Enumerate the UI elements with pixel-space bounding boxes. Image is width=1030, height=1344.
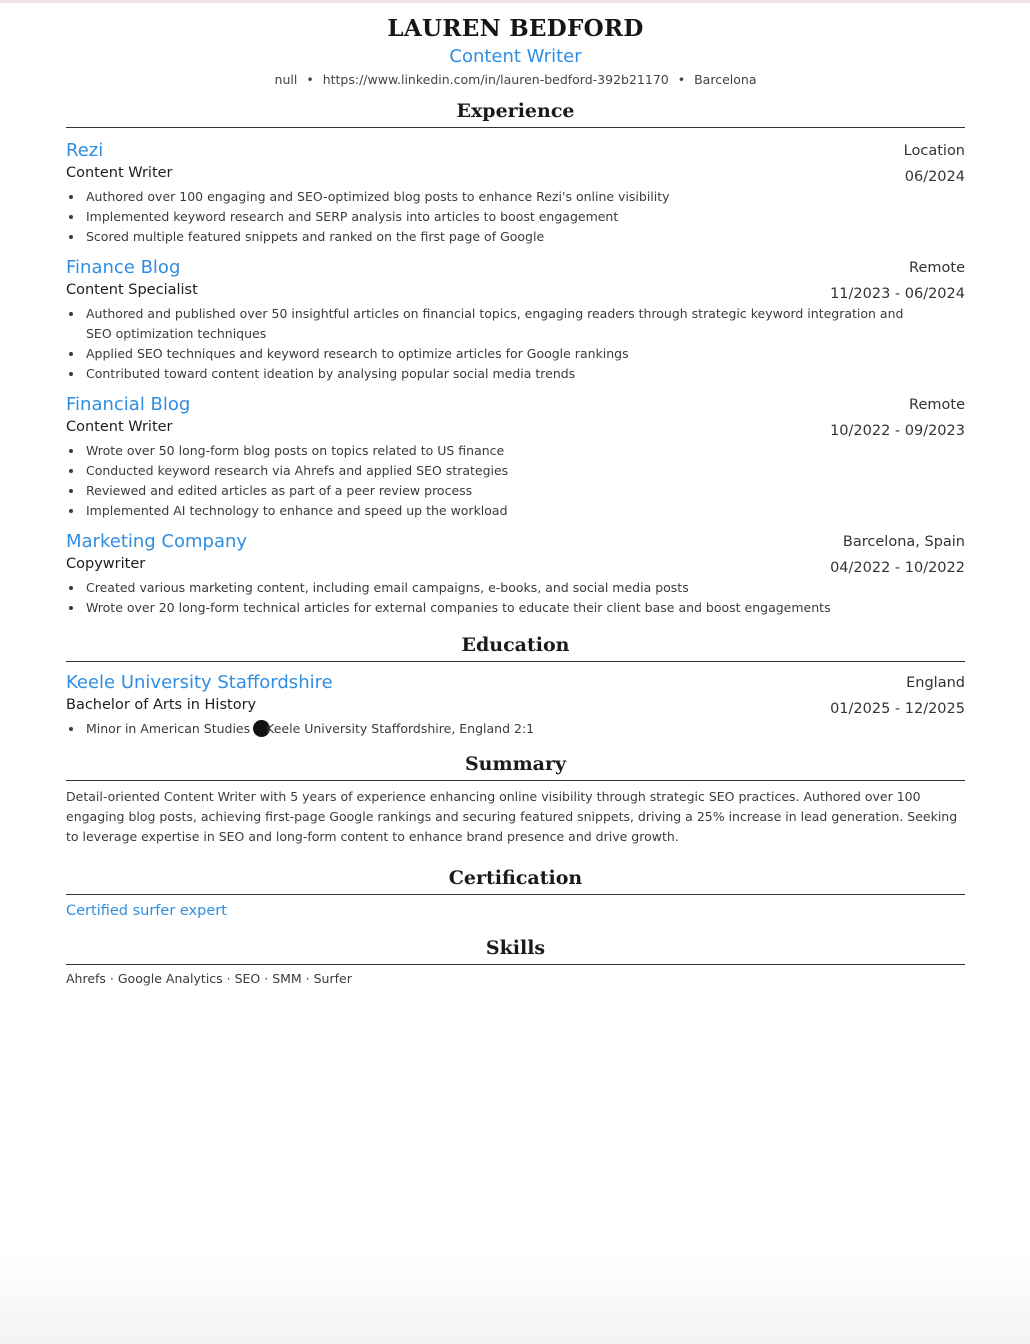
bullet-item: • Implemented AI technology to enhance and speed up the workload <box>84 501 965 521</box>
summary-text: Detail-oriented Content Writer with 5 years of experience enhancing online visibility through strategic SEO practices. Authored over 100 engaging blog posts, achieving first-page Google rankings and securing featured snippets, driving a 25% increase in lead generation. Seeking to leverage expertise in SEO and long-form content to enhance brand presence and drive growth. <box>66 789 958 844</box>
experience-company[interactable]: Finance Blog <box>66 257 181 278</box>
experience-position: Content Writer <box>66 419 173 435</box>
experience-position: Content Specialist <box>66 282 198 298</box>
bullet-item: • Reviewed and edited articles as part of a peer review process <box>84 481 965 501</box>
candidate-role: Content Writer <box>449 46 582 67</box>
experience-position: Content Writer <box>66 165 173 181</box>
experience-bullets <box>66 578 965 618</box>
education-entry <box>66 672 965 739</box>
experience-location: Remote <box>909 260 965 276</box>
experience-meta <box>830 392 965 444</box>
bullet-item: • Conducted keyword research via Ahrefs and applied SEO strategies <box>84 461 965 481</box>
bullet-item: • Authored over 100 engaging and SEO-optimized blog posts to enhance Rezi's online visibility <box>84 187 965 207</box>
education-detail: Keele University Staffordshire, England 2:1 <box>266 721 535 736</box>
bullet-item: • Wrote over 50 long-form blog posts on topics related to US finance <box>84 441 965 461</box>
section-title-certification: Certification <box>66 867 965 895</box>
experience-entry <box>66 140 965 247</box>
contact-phone: null <box>274 72 298 87</box>
experience-dates: 06/2024 <box>904 169 965 185</box>
experience-bullets <box>66 187 965 247</box>
bullet-item: • Wrote over 20 long-form technical articles for external companies to educate their client base and boost engagements <box>84 598 965 618</box>
candidate-name: LAUREN BEDFORD <box>387 15 644 42</box>
experience-position: Copywriter <box>66 556 146 572</box>
contact-linkedin[interactable]: https://www.linkedin.com/in/lauren-bedford-392b21170 <box>322 72 669 87</box>
experience-location: Location <box>903 143 965 159</box>
bullet-item: • Contributed toward content ideation by analysing popular social media trends <box>84 364 915 384</box>
experience-company[interactable]: Marketing Company <box>66 531 248 552</box>
bullet-item: • Created various marketing content, including email campaigns, e-books, and social media posts <box>84 578 965 598</box>
education-meta <box>830 670 965 722</box>
skills-list: Ahrefs · Google Analytics · SEO · SMM · Surfer <box>66 971 352 986</box>
experience-entry <box>66 257 965 384</box>
experience-location: Remote <box>909 397 965 413</box>
contact-location: Barcelona <box>694 72 757 87</box>
experience-company[interactable]: Rezi <box>66 140 104 161</box>
section-title-summary: Summary <box>66 753 965 781</box>
bullet-item <box>84 719 965 739</box>
experience-bullets <box>66 441 965 521</box>
resume-page <box>66 0 965 986</box>
section-title-education: Education <box>66 634 965 662</box>
separator-dot: • <box>306 72 314 87</box>
experience-meta <box>904 138 965 190</box>
experience-location: Barcelona, Spain <box>842 534 965 550</box>
experience-dates: 04/2022 - 10/2022 <box>830 560 965 576</box>
experience-entry <box>66 531 965 618</box>
education-minor: Minor in American Studies <box>86 721 251 736</box>
bullet-item: • Implemented keyword research and SERP analysis into articles to boost engagement <box>84 207 965 227</box>
bullet-item: • Scored multiple featured snippets and ranked on the first page of Google <box>84 227 965 247</box>
experience-dates: 11/2023 - 06/2024 <box>830 286 965 302</box>
education-bullets <box>66 719 965 739</box>
certification-item[interactable]: Certified surfer expert <box>66 903 227 919</box>
experience-meta <box>830 255 965 307</box>
education-school[interactable]: Keele University Staffordshire <box>66 672 333 693</box>
experience-meta <box>830 529 965 581</box>
education-dates: 01/2025 - 12/2025 <box>830 701 965 717</box>
experience-bullets <box>66 304 965 384</box>
experience-entry <box>66 394 965 521</box>
bullet-item: • Applied SEO techniques and keyword research to optimize articles for Google rankings <box>84 344 915 364</box>
section-title-skills: Skills <box>66 937 965 965</box>
contact-line <box>66 72 965 87</box>
bullet-item: • Authored and published over 50 insightful articles on financial topics, engaging readers through strategic keyword integration and SEO optimization techniques <box>84 304 915 344</box>
section-title-experience: Experience <box>66 100 965 128</box>
education-location: England <box>906 675 965 691</box>
education-degree: Bachelor of Arts in History <box>66 697 257 713</box>
separator-dot: • <box>677 72 686 87</box>
experience-company[interactable]: Financial Blog <box>66 394 191 415</box>
experience-dates: 10/2022 - 09/2023 <box>830 423 965 439</box>
resume-header <box>66 15 965 87</box>
